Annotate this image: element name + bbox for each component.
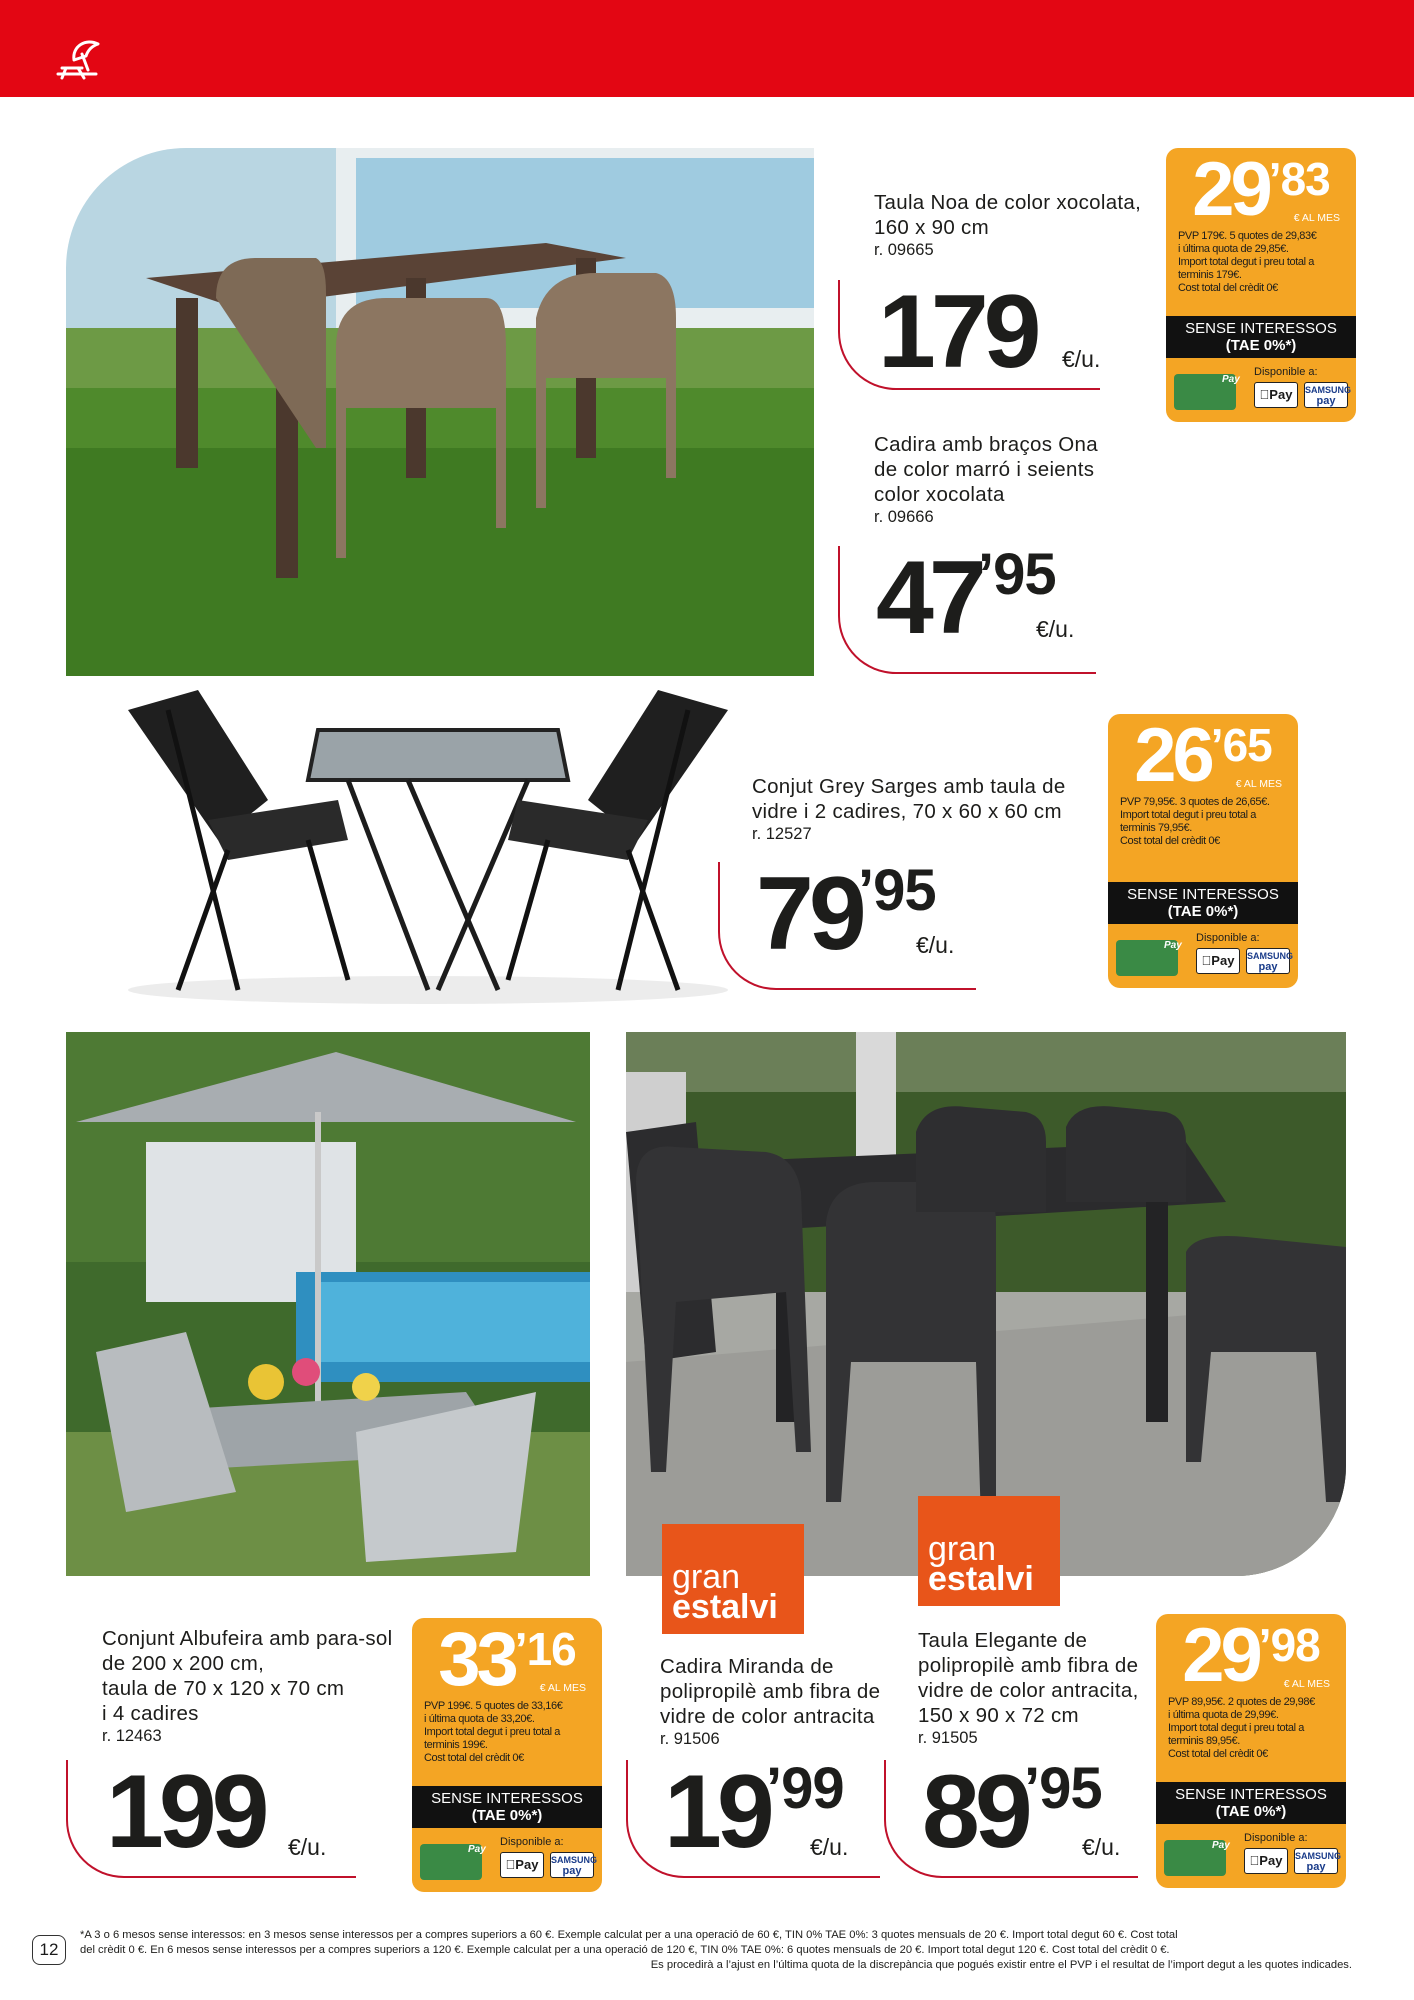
no-interest-banner: SENSE INTERESSOS (TAE 0%*)	[412, 1786, 602, 1828]
price-unit: €/u.	[1082, 1834, 1121, 1860]
price-integer: 199	[106, 1754, 265, 1870]
per-month-label: € AL MES	[1235, 778, 1282, 790]
price-noa-table	[838, 274, 1101, 390]
product-ref: r. 12463	[102, 1727, 162, 1745]
samsung-pay-icon: SAMSUNG pay	[1294, 1848, 1338, 1874]
financing-box-grey-sarges-set	[1108, 714, 1298, 988]
price-unit: €/u.	[1036, 616, 1075, 642]
payment-methods: Pay Disponible a: Pay SAMSUNG pay	[1164, 1832, 1338, 1876]
price-decimal: ’95	[858, 858, 936, 923]
price-integer: 47	[876, 540, 982, 656]
price-miranda-chair	[626, 1754, 880, 1878]
product-title: Cadira Miranda de polipropilè amb fibra de vidre de color antracita	[660, 1655, 881, 1728]
product-ref: r. 09666	[874, 508, 934, 526]
price-unit: €/u.	[1062, 346, 1101, 372]
legal-footnote: *A 3 o 6 mesos sense interessos: en 3 mesos sense interessos per a compres superiors a 60 €. Exemple calculat per a una operació de 60 €, TIN 0% TAE 0%: 3 quotes mensuals de 20 €. Import total degut 60 €. Cost total del crèdit 0 €. En 6 mesos sense interessos per a compres superiors a 120 €. Exemple calculat per a una operació de 120 €, TIN 0% TAE 0%: 6 quotes mensuals de 20 €. Import total degut 120 €. Cost total del crèdit 0 €. Es procedirà a l’ajust en l’última quota de la discrepància que pogués existir entre el PVP i el resultat de l’import degut a les quotes indicades.	[80, 1929, 1352, 1971]
product-miranda-chair	[660, 1654, 910, 1750]
product-ref: r. 12527	[752, 825, 812, 843]
monthly-price: 29’83	[1192, 147, 1330, 232]
price-elegante-table	[884, 1754, 1138, 1878]
product-ona-chair	[874, 432, 1174, 528]
price-unit: €/u.	[810, 1834, 849, 1860]
product-title: Taula Noa de color xocolata, 160 x 90 cm	[874, 191, 1142, 239]
credit-card-icon: Pay	[1174, 374, 1236, 410]
monthly-price: 33’16	[438, 1617, 576, 1702]
price-integer: 89	[922, 1754, 1028, 1870]
product-title: Conjunt Albufeira amb para-sol de 200 x 200 cm, taula de 70 x 120 x 70 cm i 4 cadires	[102, 1627, 393, 1725]
grey-sarges-set-photo	[108, 690, 748, 1010]
price-albufeira-set	[66, 1754, 356, 1878]
apple-pay-icon: Pay	[1196, 948, 1240, 974]
price-decimal: ’95	[1024, 1756, 1102, 1821]
payment-methods: Pay Disponible a: Pay SAMSUNG pay	[1116, 932, 1290, 976]
financing-terms: PVP 89,95€. 2 quotes de 29,98€ i última quota de 29,99€. Import total degut i preu total a terminis 89,95€. Cost total del crèdit 0€	[1168, 1696, 1315, 1760]
product-title: Cadira amb braços Ona de color marró i seients color xocolata	[874, 433, 1098, 506]
product-ref: r. 91505	[918, 1729, 978, 1747]
financing-box-noa-table	[1166, 148, 1356, 422]
payment-methods: Pay Disponible a: Pay SAMSUNG pay	[1174, 366, 1348, 410]
price-integer: 179	[878, 274, 1037, 390]
per-month-label: € AL MES	[1283, 1678, 1330, 1690]
payment-methods: Pay Disponible a: Pay SAMSUNG pay	[420, 1836, 594, 1880]
albufeira-set-photo	[66, 1032, 590, 1576]
no-interest-banner: SENSE INTERESSOS (TAE 0%*)	[1108, 882, 1298, 924]
gran-estalvi-badge: gran estalvi	[662, 1524, 804, 1634]
financing-box-elegante-table	[1156, 1614, 1346, 1888]
price-decimal: ’95	[978, 542, 1056, 607]
per-month-label: € AL MES	[539, 1682, 586, 1694]
credit-card-icon: Pay	[1164, 1840, 1226, 1876]
price-decimal: ’99	[766, 1756, 844, 1821]
financing-terms: PVP 179€. 5 quotes de 29,83€ i última quota de 29,85€. Import total degut i preu total a terminis 179€. Cost total del crèdit 0€	[1178, 230, 1317, 294]
apple-pay-icon: Pay	[500, 1852, 544, 1878]
credit-card-icon: Pay	[420, 1844, 482, 1880]
header-bar	[0, 0, 1414, 97]
price-integer: 79	[756, 856, 862, 972]
beach-umbrella-chair-icon	[52, 30, 108, 86]
noa-table-photo	[66, 148, 814, 676]
samsung-pay-icon: SAMSUNG pay	[1304, 382, 1348, 408]
product-ref: r. 09665	[874, 241, 934, 259]
price-unit: €/u.	[916, 932, 955, 958]
product-title: Taula Elegante de polipropilè amb fibra de vidre de color antracita, 150 x 90 x 72 cm	[918, 1629, 1139, 1727]
monthly-price: 29’98	[1182, 1613, 1320, 1698]
samsung-pay-icon: SAMSUNG pay	[550, 1852, 594, 1878]
samsung-pay-icon: SAMSUNG pay	[1246, 948, 1290, 974]
apple-pay-icon: Pay	[1244, 1848, 1288, 1874]
product-grey-sarges-set	[752, 774, 1092, 845]
gran-estalvi-badge: gran estalvi	[918, 1496, 1060, 1606]
financing-terms: PVP 199€. 5 quotes de 33,16€ i última quota de 33,20€. Import total degut i preu total a terminis 199€. Cost total del crèdit 0€	[424, 1700, 563, 1764]
financing-terms: PVP 79,95€. 3 quotes de 26,65€. Import total degut i preu total a terminis 79,95€. Cost total del crèdit 0€	[1120, 796, 1270, 847]
elegante-miranda-set-photo	[626, 1032, 1346, 1576]
credit-card-icon: Pay	[1116, 940, 1178, 976]
no-interest-banner: SENSE INTERESSOS (TAE 0%*)	[1166, 316, 1356, 358]
page-number: 12	[32, 1935, 66, 1965]
price-integer: 19	[664, 1754, 770, 1870]
product-noa-table	[874, 190, 1174, 261]
price-ona-chair	[838, 540, 1096, 674]
product-elegante-table	[918, 1628, 1168, 1749]
price-unit: €/u.	[288, 1834, 327, 1860]
monthly-price: 26’65	[1134, 713, 1272, 798]
product-title: Conjut Grey Sarges amb taula de vidre i 2 cadires, 70 x 60 x 60 cm	[752, 775, 1066, 823]
financing-box-albufeira-set	[412, 1618, 602, 1892]
product-albufeira-set	[102, 1626, 422, 1747]
price-grey-sarges-set	[718, 856, 976, 990]
no-interest-banner: SENSE INTERESSOS (TAE 0%*)	[1156, 1782, 1346, 1824]
per-month-label: € AL MES	[1293, 212, 1340, 224]
apple-pay-icon: Pay	[1254, 382, 1298, 408]
product-ref: r. 91506	[660, 1730, 720, 1748]
